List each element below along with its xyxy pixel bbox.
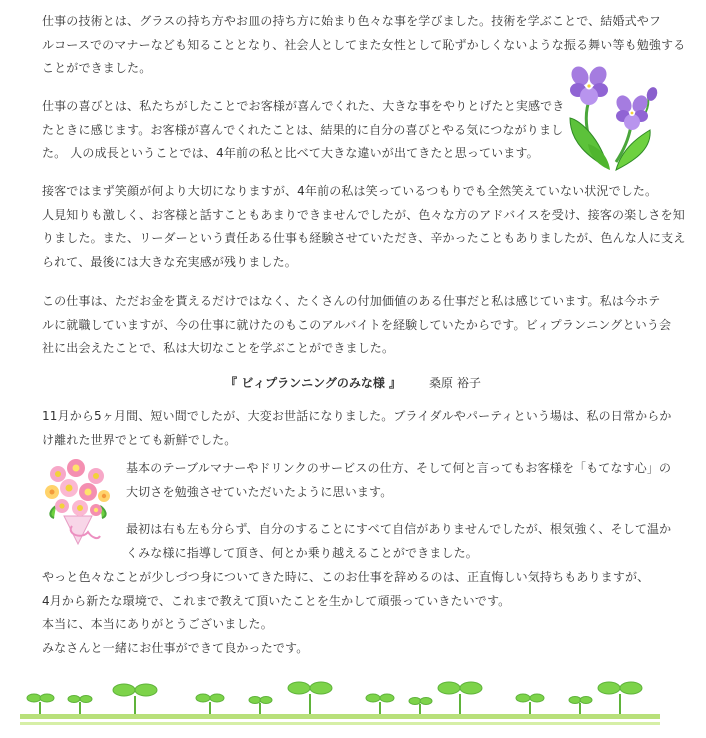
text-line: 人見知りも激しく、お客様と話すこともあまりできませんでしたが、色々な方のアドバイスを受け、接客の楽しさを知 (42, 207, 685, 222)
text-line: 4月から新たな環境で、これまで教えて頂いたことを生かして頑張っていきたいです。 (42, 593, 511, 608)
paragraph-service (42, 180, 685, 274)
text-line: やっと色々なことが少しづつ身についてきた時に、このお仕事を辞めるのは、正直悔しい気持ちもありますが、 (42, 570, 650, 584)
text-line: ルコースでのマナーなども知ることとなり、社会人としてまた女性として恥ずかしくないような振る舞い等も勉強する (42, 37, 686, 52)
text-line: 大切さを勉強させていただいたように思います。 (126, 484, 393, 499)
letter-author: 桑原 裕子 (429, 376, 481, 390)
text-line: くみな様に指導して頂き、何とか乗り越えることができました。 (126, 545, 478, 560)
text-line: 11月から5ヶ月間、短い間でしたが、大変お世話になりました。ブライダルやパーティという場は、私の日常からか (42, 409, 672, 423)
sprout-border-illustration (20, 672, 660, 727)
paragraph-manners (126, 457, 671, 504)
paragraph-thanks (42, 405, 672, 452)
paragraph-farewell (42, 566, 649, 660)
text-line: 社に出会えたことで、私は大切なことを学ぶことができました。 (42, 341, 395, 355)
text-line: られて、最後には大きな充実感が残りました。 (42, 254, 297, 269)
text-line: たときに感じます。お客様が喜んでくれたことは、結果的に自分の喜びとやる気につながりまし (42, 122, 564, 137)
text-line: ルに就職していますが、今の仕事に就けたのもこのアルバイトを経験していたからです。ビィプランニングという会 (42, 317, 672, 332)
text-line: 最初は右も左も分らず、自分のすることにすべて自信がありませんでしたが、根気強く、そして温か (126, 522, 672, 536)
paragraph-value (42, 290, 671, 361)
text-line: け離れた世界でとても新鮮でした。 (42, 432, 237, 447)
text-line: 仕事の喜びとは、私たちがしたことでお客様が喜んでくれた、大きな事をやりとげたと実感でき (42, 99, 565, 113)
violet-flower-illustration (560, 58, 660, 173)
text-line: みなさんと一緒にお仕事ができて良かったです。 (42, 640, 309, 655)
flower-bouquet-illustration (42, 456, 114, 546)
text-line: ことができました。 (42, 61, 152, 75)
paragraph-guidance (126, 518, 671, 565)
text-line: 基本のテーブルマナーやドリンクのサービスの仕方、そして何と言ってもお客様を「もてなす心」の (126, 461, 672, 475)
letter-heading (0, 373, 706, 393)
text-line: 本当に、本当にありがとうございました。 (42, 617, 273, 631)
text-line: 接客ではまず笑顔が何より大切になりますが、4年前の私は笑っているつもりでも全然笑えていない状況でした。 (42, 184, 658, 198)
paragraph-joy (42, 95, 564, 166)
text-line: 仕事の技術とは、グラスの持ち方やお皿の持ち方に始まり色々な事を学びました。技術を学ぶことで、結婚式やフ (42, 14, 662, 28)
text-line: この仕事は、ただお金を貰えるだけではなく、たくさんの付加価値のある仕事だと私は感じています。私は今ホテ (42, 294, 661, 308)
text-line: りました。また、リーダーという責任ある仕事も経験させていただき、辛かったこともありましたが、色んな人に支え (42, 231, 686, 245)
letter-title: 『 ビィプランニングのみな様 』 (225, 376, 402, 390)
text-line: た。 人の成長ということでは、4年前の私と比べて大きな違いが出てきたと思っています。 (42, 146, 539, 160)
